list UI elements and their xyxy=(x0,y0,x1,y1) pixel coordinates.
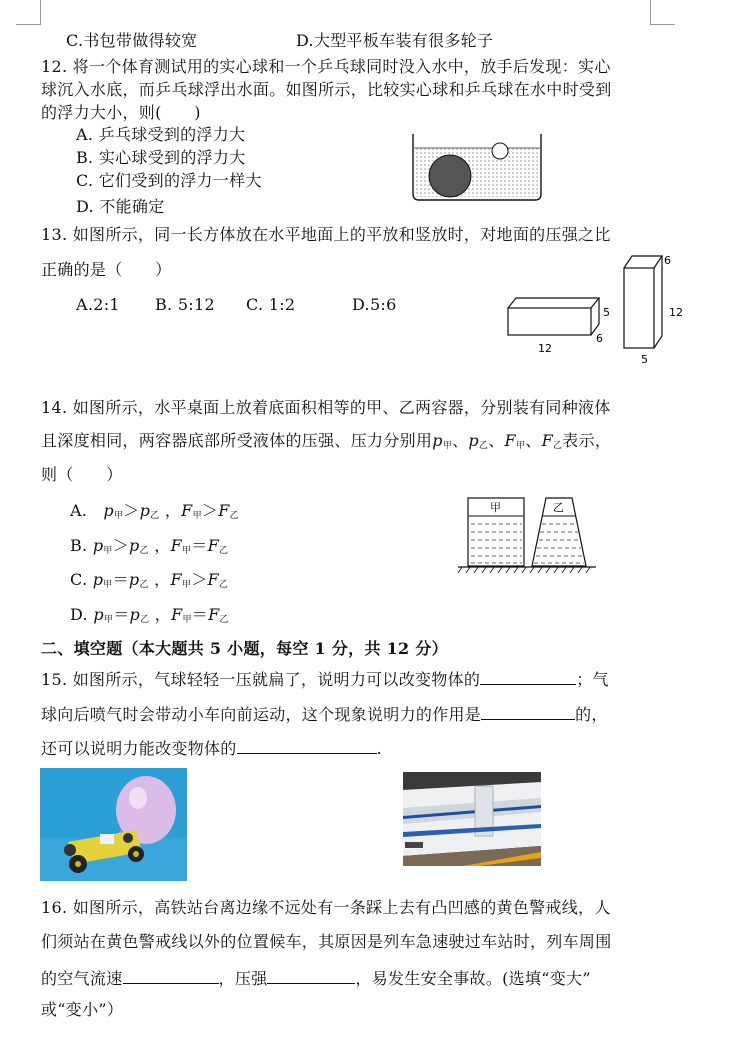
q13-upright-bottom-label: 5 xyxy=(641,353,648,366)
q13-cuboid-figure xyxy=(500,250,700,368)
q11-option-c: C.书包带做得较宽 xyxy=(66,31,198,50)
q12-stem-line1: 12. 将一个体育测试用的实心球和一个乒乓球同时没入水中，放手后发现：实心 xyxy=(41,57,611,76)
q16-stem-line1: 16. 如图所示，高铁站台离边缘不远处有一条踩上去有凸凹感的黄色警戒线，人 xyxy=(41,898,611,917)
q13-flat-height-label: 5 xyxy=(603,306,610,319)
q12-option-b: B. 实心球受到的浮力大 xyxy=(76,148,246,167)
q15-stem-line2: 球向后喷气时会带动小车向前运动，这个现象说明力的作用是 的， xyxy=(41,701,608,726)
q14-containers-figure xyxy=(456,494,598,576)
q13-option-b: B. 5:12 xyxy=(155,295,215,314)
q14-label-jia: 甲 xyxy=(490,501,501,514)
q14-option-a: A. $p_甲>p_乙$ ，$F_甲>F_乙$ xyxy=(70,501,239,521)
q13-flat-length-label: 12 xyxy=(538,342,552,355)
q15-stem-line3: 还可以说明力能改变物体的 . xyxy=(41,735,382,760)
corner-mark-right xyxy=(650,0,675,25)
ping-pong-ball xyxy=(492,143,508,159)
q13-option-a: A.2:1 xyxy=(76,295,120,314)
section-2-heading: 二、填空题（本大题共 5 小题，每空 1 分，共 12 分） xyxy=(41,639,448,658)
q12-water-tank-figure xyxy=(408,132,548,204)
q14-stem-line3: 则（ ） xyxy=(41,465,123,484)
q12-option-a: A. 乒乓球受到的浮力大 xyxy=(76,125,246,144)
q13-upright-top-label: 6 xyxy=(664,254,671,267)
q16-blank-1[interactable] xyxy=(123,965,219,984)
q16-blank-2[interactable] xyxy=(267,965,355,984)
q16-stem-line3: 的空气流速 ，压强 ，易发生安全事故。(选填“变大” xyxy=(41,965,591,990)
q13-option-d: D.5:6 xyxy=(352,295,397,314)
q13-upright-height-label: 12 xyxy=(669,306,683,319)
q14-stem-line1: 14. 如图所示，水平桌面上放着底面积相等的甲、乙两容器，分别装有同种液体 xyxy=(41,398,611,417)
q12-option-d: D. 不能确定 xyxy=(76,197,165,216)
q11-option-d: D.大型平板车装有很多轮子 xyxy=(296,31,494,50)
q14-option-d: D. $p_甲=p_乙$ ，$F_甲=F_乙$ xyxy=(70,605,229,625)
q14-stem-line2: 且深度相同，两容器底部所受液体的压强、压力分别用$p_甲$、$p_乙$、$F_甲$、$F_乙$表示， xyxy=(41,431,612,451)
q15-stem-line1: 15. 如图所示，气球轻轻一压就扁了，说明力可以改变物体的 ；气 xyxy=(41,666,609,691)
q13-stem-line1: 13. 如图所示，同一长方体放在水平地面上的平放和竖放时，对地面的压强之比 xyxy=(41,225,611,244)
q14-label-yi: 乙 xyxy=(553,501,564,514)
q12-stem-line3: 的浮力大小，则( ) xyxy=(41,103,201,122)
q16-stem-line4: 或“变小”） xyxy=(41,1000,124,1019)
high-speed-train-photo xyxy=(403,772,541,866)
balloon-car-photo xyxy=(40,768,187,881)
q13-flat-depth-label: 6 xyxy=(596,332,603,345)
q14-option-c: C. $p_甲=p_乙$ ，$F_甲>F_乙$ xyxy=(70,570,229,590)
solid-ball xyxy=(429,155,471,197)
q15-blank-1[interactable] xyxy=(480,666,576,685)
q12-option-c: C. 它们受到的浮力一样大 xyxy=(76,171,262,190)
q12-stem-line2: 球沉入水底，而乒乓球浮出水面。如图所示，比较实心球和乒乓球在水中时受到 xyxy=(41,80,612,99)
corner-mark-left xyxy=(16,0,41,25)
q14-option-b: B. $p_甲>p_乙$ ，$F_甲=F_乙$ xyxy=(70,536,229,556)
q15-blank-2[interactable] xyxy=(481,701,575,720)
q15-blank-3[interactable] xyxy=(237,735,377,754)
q16-stem-line2: 们须站在黄色警戒线以外的位置候车，其原因是列车急速驶过车站时，列车周围 xyxy=(41,932,612,951)
q13-stem-line2: 正确的是（ ） xyxy=(41,260,172,279)
q13-option-c: C. 1:2 xyxy=(246,295,296,314)
